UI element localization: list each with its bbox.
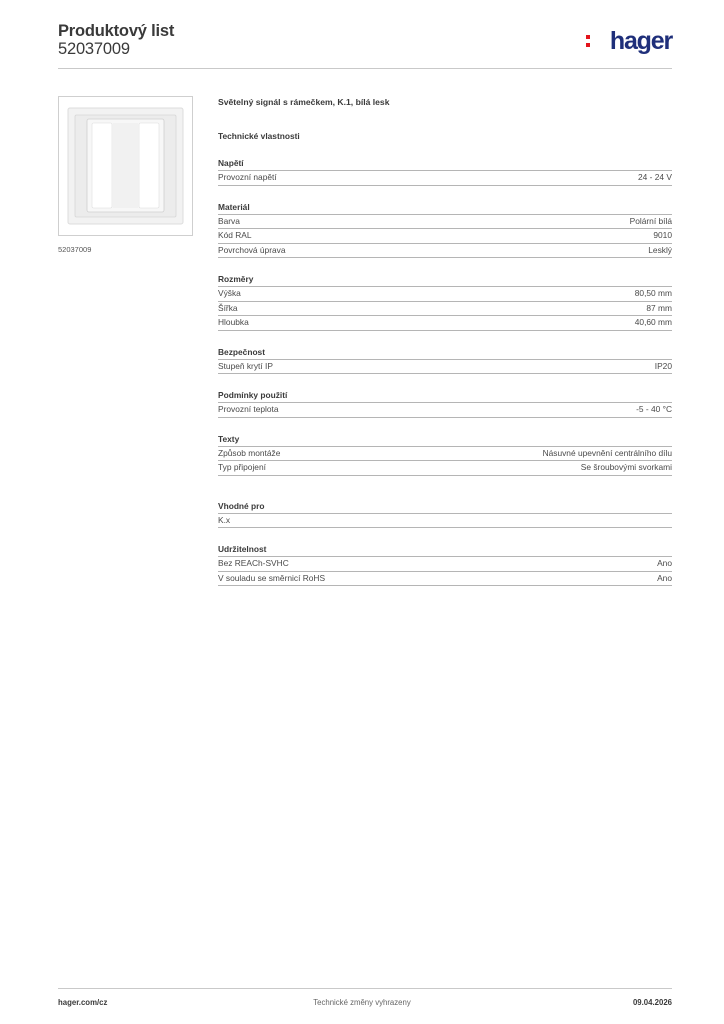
product-image (58, 96, 193, 236)
logo-dot-icon (586, 35, 590, 39)
image-caption: 52037009 (58, 245, 92, 254)
spec-value: Násuvné upevnění centrálního dílu (542, 447, 672, 458)
footer-divider (58, 988, 672, 989)
spec-row (218, 447, 672, 462)
group-title: Udržitelnost (218, 543, 672, 557)
light-signal-switch-icon (59, 97, 192, 235)
footer-date: 09.04.2026 (632, 998, 672, 1007)
spec-label: K.x (218, 514, 231, 525)
group-title: Napětí (218, 157, 672, 171)
spec-value: IP20 (654, 360, 672, 371)
group-dimensions (218, 273, 672, 331)
group-safety (218, 346, 672, 375)
spec-row (218, 461, 672, 476)
spec-row (218, 302, 672, 317)
spec-label: Stupeň krytí IP (218, 360, 273, 371)
spec-row (218, 572, 672, 587)
spec-row (218, 514, 672, 529)
spec-row (218, 316, 672, 331)
spec-value: Polární bílá (629, 215, 672, 226)
spec-value: Lesklý (648, 244, 672, 255)
spec-label: Šířka (218, 302, 238, 313)
spec-value: Ano (657, 572, 672, 583)
spec-row (218, 557, 672, 572)
group-material (218, 201, 672, 259)
group-suitable-for (218, 500, 672, 529)
group-title: Rozměry (218, 273, 672, 287)
footer-website-link[interactable]: hager.com/cz (58, 998, 108, 1007)
group-title: Podmínky použití (218, 389, 672, 403)
spec-label: V souladu se směrnicí RoHS (218, 572, 326, 583)
product-description: Světelný signál s rámečkem, K.1, bílá lesk (218, 97, 390, 107)
page-header (58, 20, 672, 68)
spec-value: -5 - 40 °C (636, 404, 672, 414)
spec-row (218, 229, 672, 244)
spec-label: Typ připojení (218, 462, 266, 472)
spec-label: Výška (218, 288, 241, 298)
group-texts (218, 433, 672, 476)
spec-row (218, 244, 672, 259)
section-technical-properties: Technické vlastnosti (218, 131, 300, 141)
spec-row (218, 171, 672, 186)
footer-notice: Technické změny vyhrazeny (313, 998, 411, 1007)
spec-label: Hloubka (218, 317, 249, 327)
header-divider (58, 68, 672, 69)
group-sustainability (218, 543, 672, 586)
spec-value: 80,50 mm (634, 288, 672, 298)
spec-value: Se šroubovými svorkami (580, 462, 672, 472)
page-title: Produktový list (58, 22, 175, 40)
spec-label: Provozní teplota (218, 404, 279, 414)
spec-content (218, 96, 672, 586)
group-title: Materiál (218, 201, 672, 215)
group-title: Bezpečnost (218, 346, 672, 360)
group-title: Texty (218, 433, 672, 447)
hager-logo[interactable] (582, 26, 672, 56)
spec-value: 9010 (653, 230, 672, 240)
group-voltage (218, 157, 672, 186)
spec-row (218, 215, 672, 230)
spec-value: 40,60 mm (634, 317, 672, 327)
logo-dot-icon (586, 43, 590, 47)
spec-label: Barva (218, 215, 240, 226)
spec-row (218, 403, 672, 418)
spec-row (218, 360, 672, 375)
spec-label: Kód RAL (218, 230, 252, 240)
spec-value: 24 - 24 V (638, 172, 672, 182)
spec-label: Způsob montáže (218, 447, 281, 458)
logo-wordmark: hager (609, 27, 672, 55)
spec-label: Povrchová úprava (218, 244, 286, 255)
spec-label: Bez REACh-SVHC (218, 558, 289, 568)
spec-label: Provozní napětí (218, 172, 277, 182)
spec-row (218, 287, 672, 302)
spec-value: 87 mm (646, 302, 672, 313)
spec-value: Ano (657, 558, 672, 568)
product-code: 52037009 (58, 40, 130, 58)
group-conditions (218, 389, 672, 418)
group-title: Vhodné pro (218, 500, 672, 514)
